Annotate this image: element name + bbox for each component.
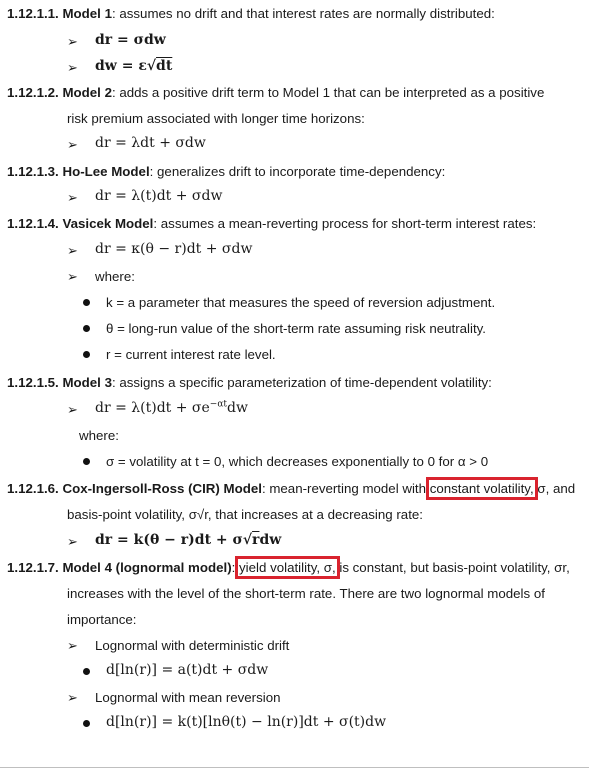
section-text: : adds a positive drift term to Model 1 that can be interpreted as a positive [111, 85, 545, 100]
section-1-12-1-7 [7, 559, 570, 576]
section-1-12-1-3 [7, 163, 445, 180]
section-number: 1.12.1.3. [7, 164, 59, 179]
section-1-12-1-1 [7, 5, 495, 22]
section-text: : mean-reverting model with [261, 481, 430, 496]
section-continuation: importance: [67, 612, 137, 627]
equation: d[ln(r)] = k(t)[lnθ(t) − ln(r)]dt + σ(t)dw [106, 714, 387, 730]
arrow-bullet: ➢ [67, 402, 78, 417]
bullet-text: r = current interest rate level. [106, 347, 276, 362]
where-label: where: [79, 428, 119, 443]
where-label: where: [95, 269, 135, 284]
bullet-text: θ = long-run value of the short-term rate assuming risk neutrality. [106, 321, 486, 336]
arrow-bullet: ➢ [67, 190, 78, 205]
section-title: Model 4 (lognormal model) [62, 560, 232, 575]
section-1-12-1-4 [7, 215, 536, 232]
equation: dr = κ(θ − r)dt + σdw [95, 241, 253, 257]
section-number: 1.12.1.4. [7, 216, 59, 231]
section-number: 1.12.1.6. [7, 481, 59, 496]
section-1-12-1-6 [7, 480, 575, 497]
section-1-12-1-2 [7, 84, 544, 101]
section-number: 1.12.1.1. [7, 6, 59, 21]
section-text: is constant, but basis-point volatility, σr, [335, 560, 570, 575]
section-text: : assumes no drift and that interest rates are normally distributed: [111, 6, 495, 21]
bullet-text: k = a parameter that measures the speed of reversion adjustment. [106, 295, 496, 310]
section-title: Model 2 [62, 85, 112, 100]
bullet-dot [83, 325, 90, 332]
arrow-bullet: ➢ [67, 638, 78, 653]
section-text: : generalizes drift to incorporate time-dependency: [149, 164, 446, 179]
arrow-bullet: ➢ [67, 137, 78, 152]
section-text: : assigns a specific parameterization of time-dependent volatility: [111, 375, 492, 390]
section-title: Model 3 [62, 375, 112, 390]
section-number: 1.12.1.5. [7, 375, 59, 390]
section-text: σ, and [533, 481, 576, 496]
bottom-border [0, 767, 589, 768]
section-title: Vasicek Model [62, 216, 154, 231]
section-continuation: increases with the level of the short-term rate. There are two lognormal models of [67, 586, 545, 601]
bullet-dot [83, 720, 90, 727]
section-title: Ho-Lee Model [62, 164, 150, 179]
section-1-12-1-5 [7, 374, 492, 391]
section-continuation: risk premium associated with longer time horizons: [67, 111, 365, 126]
section-text: : assumes a mean-reverting process for short-term interest rates: [153, 216, 537, 231]
equation: dr = σdw [95, 32, 166, 48]
arrow-bullet: ➢ [67, 690, 78, 705]
equation: dr = k(θ − r)dt + σ√rdw [95, 532, 282, 548]
equation: dr = $\lambda(t)dt + \sigma e^{-\alpha t}dw$ [95, 399, 248, 416]
section-text: : [231, 560, 240, 575]
equation: dr = λdt + σdw [95, 135, 206, 151]
highlight-box: yield volatility, σ, [239, 560, 336, 575]
bullet-text: σ = volatility at t = 0, which decreases exponentially to 0 for α > 0 [106, 454, 489, 469]
sub-heading: Lognormal with deterministic drift [95, 638, 290, 653]
equation: dr = λ(t)dt + σdw [95, 188, 223, 204]
section-number: 1.12.1.2. [7, 85, 59, 100]
section-number: 1.12.1.7. [7, 560, 59, 575]
bullet-dot [83, 351, 90, 358]
arrow-bullet: ➢ [67, 269, 78, 284]
bullet-dot [83, 299, 90, 306]
bullet-dot [83, 668, 90, 675]
bullet-dot [83, 458, 90, 465]
equation: d[ln(r)] = a(t)dt + σdw [106, 662, 269, 678]
equation: dw = ε√dt [95, 58, 173, 74]
sub-heading: Lognormal with mean reversion [95, 690, 281, 705]
arrow-bullet: ➢ [67, 243, 78, 258]
highlight-box: constant volatility, [429, 481, 534, 496]
arrow-bullet: ➢ [67, 534, 78, 549]
section-continuation: basis-point volatility, σ√r, that increases at a decreasing rate: [67, 507, 423, 522]
arrow-bullet: ➢ [67, 60, 78, 75]
section-title: Cox-Ingersoll-Ross (CIR) Model [62, 481, 262, 496]
section-title: Model 1 [62, 6, 112, 21]
arrow-bullet: ➢ [67, 34, 78, 49]
